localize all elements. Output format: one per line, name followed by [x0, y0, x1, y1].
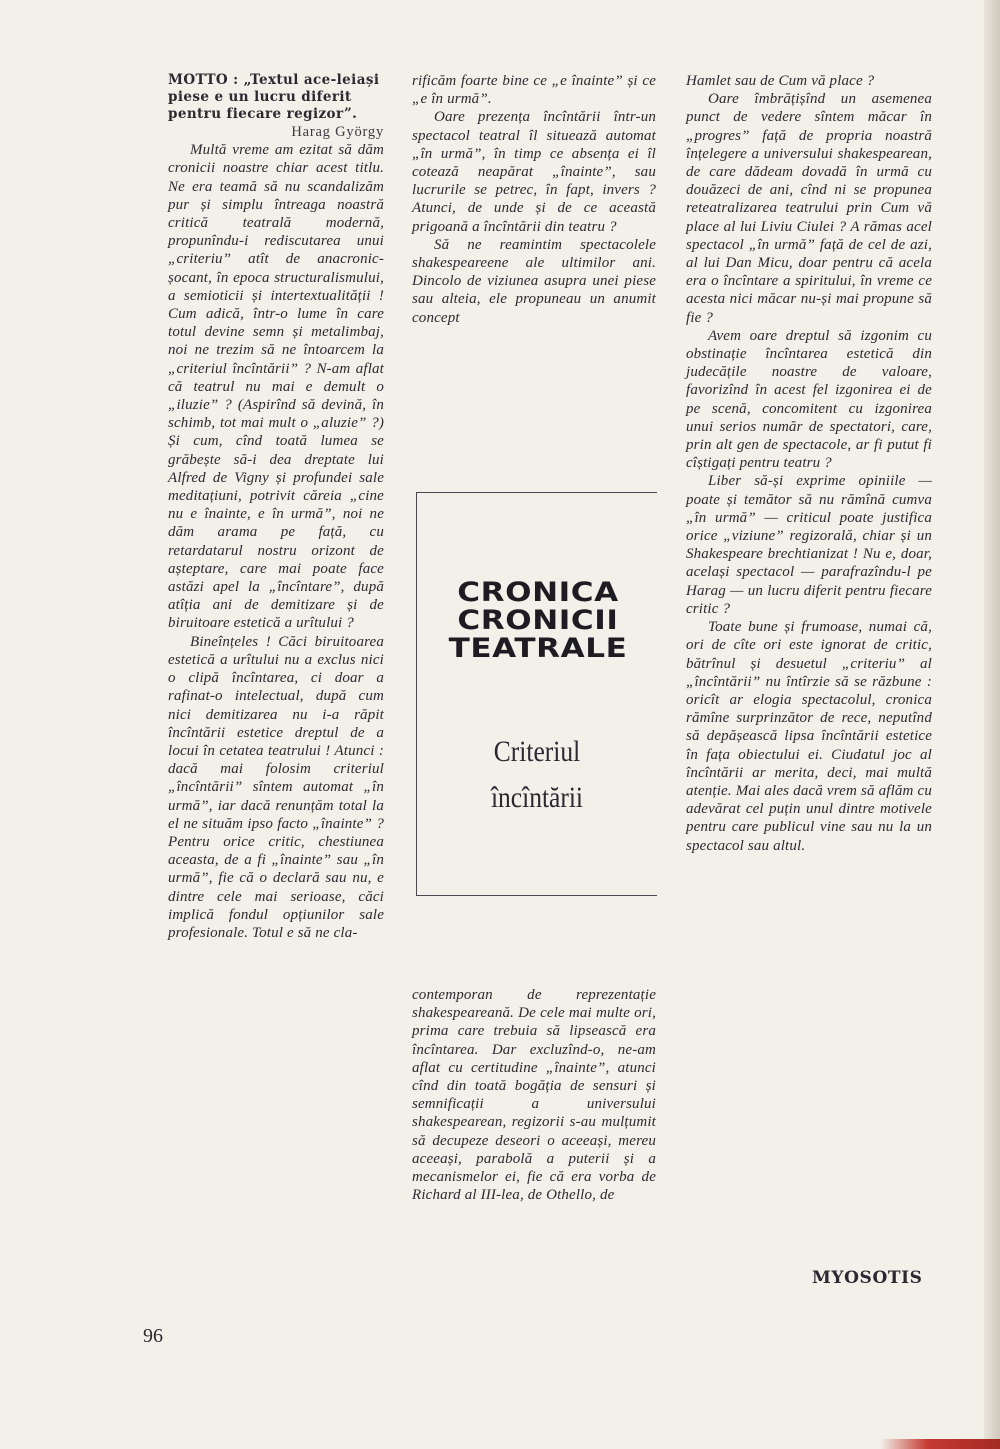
- paragraph: Avem oare dreptul să izgonim cu obstinație încîntarea estetică din judecățile noastre de valoare, favorizînd în acest fel izgonirea ei de pe scenă, concomitent cu izgonirea unui serios număr de spectatori, care, prin alt gen de spectacole, ar fi putut fi cîștigați pentru teatru ?: [686, 327, 932, 472]
- paragraph: Oare îmbrățișînd un asemenea punct de vedere sîntem măcar în „progres” față de propria noastră înțelegere a universului shakespearean, de care dădeam dovadă în urmă cu douăzeci de ani, cînd ni se propunea reteatralizarea teatrului prin Cum vă place al lui Liviu Ciulei ? A rămas acel spectacol „în urmă” față de cel de azi, al lui Dan Micu, doar pentru că acela era o încîntare a spiritului, în vreme ce acesta nici măcar nu-și mai propune să fie ?: [686, 91, 932, 326]
- author-signature: MYOSOTIS: [812, 1268, 923, 1288]
- heading-line: CRONICA: [457, 577, 619, 608]
- title-box: [416, 492, 657, 896]
- motto-author: Harag György: [291, 124, 384, 140]
- article-title-line: Criteriul: [493, 735, 581, 768]
- article-title-line: încîntării: [490, 781, 584, 814]
- article-title: [435, 729, 639, 821]
- heading-line: TEATRALE: [448, 633, 628, 664]
- paragraph: Oare prezența încîntării într-un spectacol teatral îl situează automat „în urmă”, în timp ce absența ei îl cotează neapărat „înainte”, sau lucrurile se petrec, în fapt, invers ? Atunci, de unde și de ce această prigoană a încîntării din teatru ?: [412, 109, 656, 235]
- article-column-2-top: [412, 72, 656, 327]
- paragraph: Multă vreme am ezitat să dăm cronicii noastre chiar acest titlu. Ne era teamă să nu scandalizăm pur și simplu întreaga noastră critică teatrală modernă, propunîndu-i rediscutarea unui „criteriu” atît de anacronic-șocant, în epoca structuralismului, a semioticii și intertextualității ! Cum adică, într-o lume în care totul devine semn și metalimbaj, noi ne trezim să ne întoarcem la „criteriul încîntării” ? N-am aflat că teatrul nu mai e demult o „iluzie” ? (Aspirînd să devină, în schimb, tot mai mult o „aluzie” ?) Și cum, cînd toată lumea se grăbește să-i dea dreptate lui Alfred de Vigny și profundei sale meditațiuni, potrivit căreia „cine nu e înainte, e în urmă”, noi ne dăm arama pe față, cu retardatarul nostru orizont de așteptare, care mai poate face astăzi apel la „încîntare”, după atîția ani de demitizare și de biruitoare estetică a urîtului ?: [168, 142, 384, 632]
- section-heading: [399, 579, 677, 663]
- motto: MOTTO : „Textul ace-leiași piese e un lucru diferit pentru fiecare regizor”.: [168, 72, 380, 122]
- paragraph: Toate bune și frumoase, numai că, ori de cîte ori este ignorat de critic, bătrînul și desuetul „criteriu” al „încîntării” nu întîrzie să se răzbune : oricît ar elogia spectacolul, cronica rămîne surprinzător de rece, neputînd să depășească lipsa încîntării estetice în fața obiectului ei. Ciudatul joc al încîntării ar merita, deci, mai multă atenție. Mai ales dacă vrem să aflăm cu adevărat cel puțin unul dintre motivele pentru care publicul vine sau nu la un spectacol sau altul.: [686, 619, 932, 854]
- page-binding-edge: [984, 0, 1000, 1449]
- paragraph: rificăm foarte bine ce „e înainte” și ce „e în urmă”.: [412, 73, 656, 108]
- heading-line: CRONICII: [457, 605, 619, 636]
- corner-color-mark: [880, 1439, 1000, 1449]
- paragraph: Hamlet sau de Cum vă place ?: [686, 73, 875, 89]
- paragraph: Liber să-și exprime opiniile — poate și temător să nu rămînă cumva „în urmă” — criticul poate justifica orice „viziune” regizorală, chiar și un Shakespeare brechtianizat ! Nu e, doar, același spectacol — parafrazîndu-l pe Harag — un lucru diferit pentru fiecare critic ?: [686, 473, 932, 617]
- paragraph: contemporan de reprezentație shakespeareană. De cele mai multe ori, prima care trebuia să lipsească era încîntarea. Dar excluzînd-o, ne-am aflat cu certitudine „înainte”, atunci cînd din toată bogăția de sensuri și semnificații a universului shakespearean, regizorii s-au mulțumit să decupeze deseori o aceeași, mereu aceeași, parabolă a puterii și a mecanismelor ei, fie că era vorba de Richard al III-lea, de Othello, de: [412, 987, 656, 1204]
- paragraph: Să ne reamintim spectacolele shakespeareene ale ultimilor ani. Dincolo de viziunea asupra unei piese sau alteia, ele propuneau un anumit concept: [412, 236, 656, 326]
- article-column-2-bottom: [412, 986, 656, 1204]
- page-number: 96: [143, 1325, 163, 1347]
- article-column-1: [168, 72, 384, 942]
- article-column-3: [686, 72, 932, 855]
- paragraph: Bineînțeles ! Căci biruitoarea estetică a urîtului nu a exclus nici o clipă încîntarea, ci doar a rafinat-o intelectual, după cum nici demitizarea nu i-a răpit încîntării estetice dreptul de a locui în cetatea teatrului ! Atunci : dacă mai folosim criteriul „încîntării” sîntem automat „în urmă”, iar dacă renunțăm total la el ne situăm ipso facto „înainte” ? Pentru orice critic, chestiunea aceasta, de a fi „înainte” sau „în urmă”, fie că o declară sau nu, e dintre cele mai serioase, căci implică fondul opțiunilor sale profesionale. Totul e să ne cla-: [168, 633, 384, 941]
